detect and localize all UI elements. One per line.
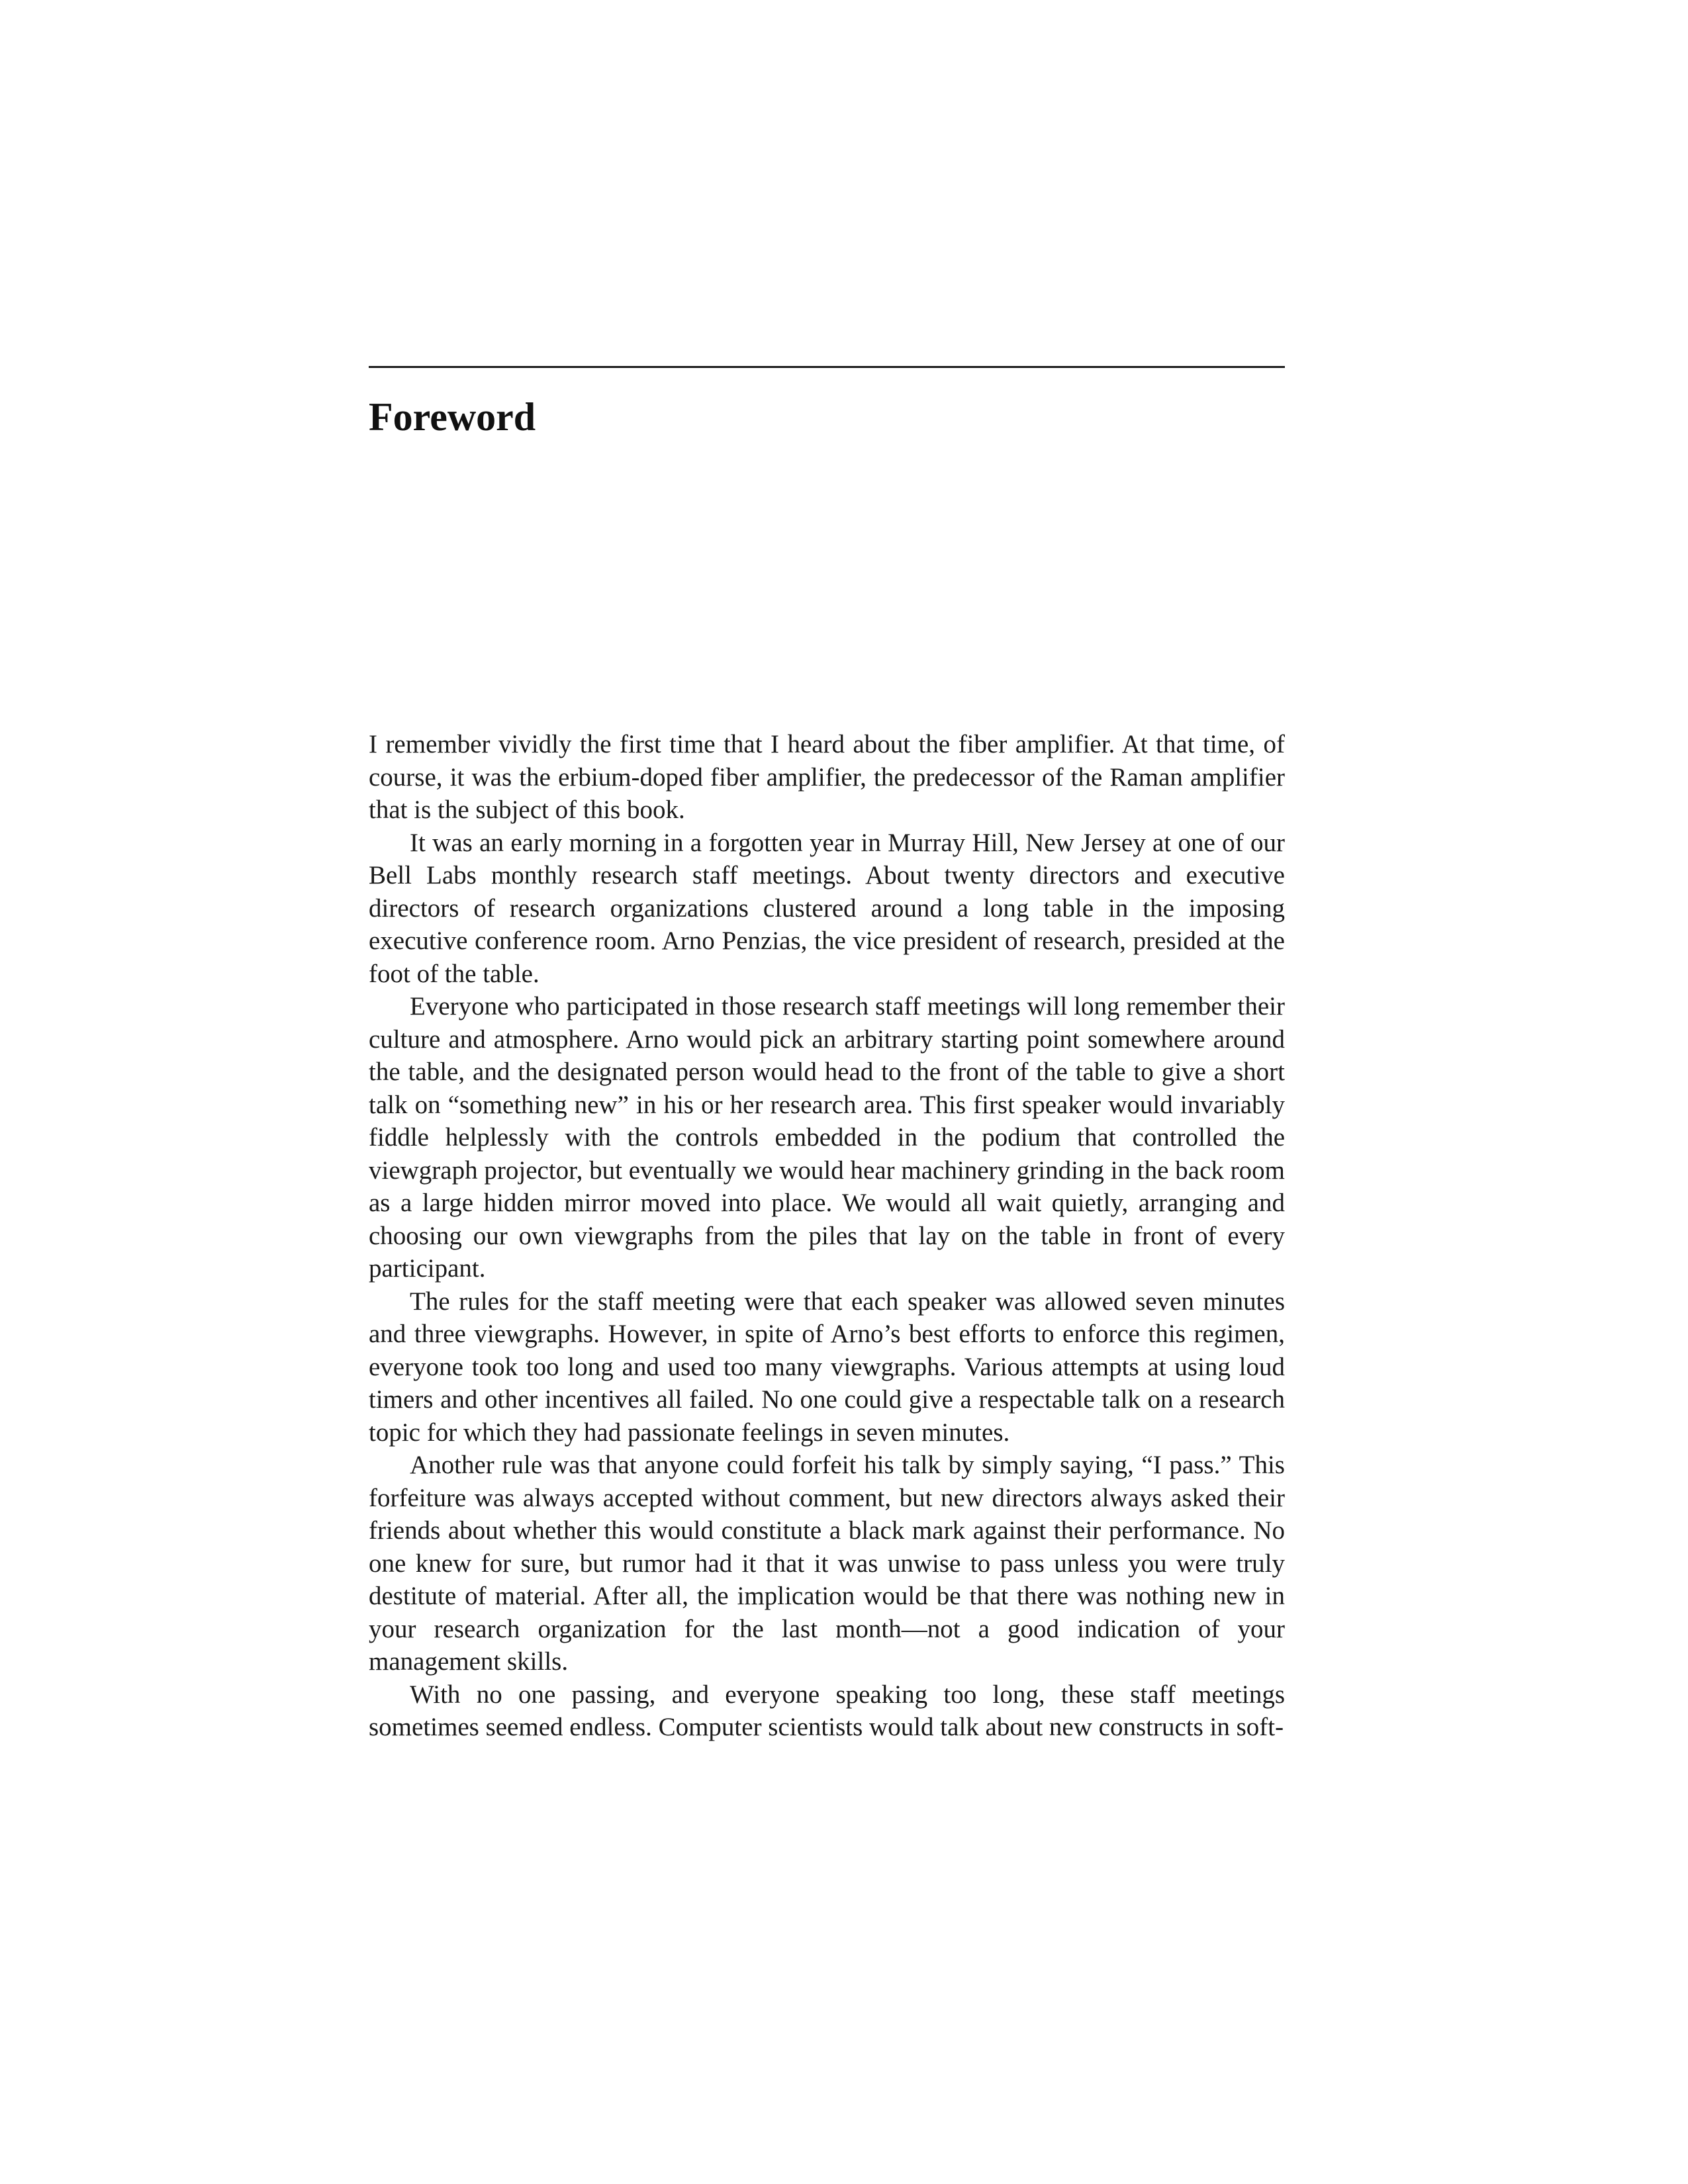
paragraph-2: It was an early morning in a forgotten year in Murray Hill, New Jersey at one of our Bell Labs monthly research staff meetings. About twenty directors and executive directors of research organizations clustered around a long table in the imposing executive conference room. Arno Penzias, the vice president of research, presided at the foot of the table. bbox=[369, 828, 1285, 988]
chapter-header-rule bbox=[369, 366, 1285, 368]
paragraph-3: Everyone who participated in those research staff meetings will long remember their culture and atmosphere. Arno would pick an arbitrary starting point somewhere around the table, and the designated person would head to the front of the table to give a short talk on “something new” in his or her research area. This first speaker would invariably fiddle helplessly with the controls embedded in the podium that controlled the viewgraph projector, but eventually we would hear machinery grinding in the back room as a large hidden mirror moved into place. We would all wait quietly, arranging and choosing our own viewgraphs from the piles that lay on the table in front of every participant. bbox=[369, 992, 1285, 1283]
paragraph-4: The rules for the staff meeting were that each speaker was allowed seven minutes and three viewgraphs. However, in spite of Arno’s best efforts to enforce this regimen, everyone took too long and used too many viewgraphs. Various attempts at using loud timers and other incentives all failed. No one could give a respectable talk on a research topic for which they had passionate feelings in seven minutes. bbox=[369, 1287, 1285, 1447]
chapter-title: Foreword bbox=[369, 395, 536, 439]
paragraph-6: With no one passing, and everyone speaking too long, these staff meetings sometimes seemed endless. Computer scientists would talk about new constructs in soft- bbox=[369, 1680, 1285, 1741]
foreword-body bbox=[369, 728, 1285, 1744]
paragraph-1: I remember vividly the first time that I heard about the fiber amplifier. At that time, of course, it was the erbium-doped fiber amplifier, the predecessor of the Raman amplifier that is the subject of this book. bbox=[369, 730, 1285, 824]
paragraph-5: Another rule was that anyone could forfeit his talk by simply saying, “I pass.” This forfeiture was always accepted without comment, but new directors always asked their friends about whether this would constitute a black mark against their performance. No one knew for sure, but rumor had it that it was unwise to pass unless you were truly destitute of material. After all, the implication would be that there was nothing new in your research organization for the last month—not a good indication of your management skills. bbox=[369, 1451, 1285, 1676]
